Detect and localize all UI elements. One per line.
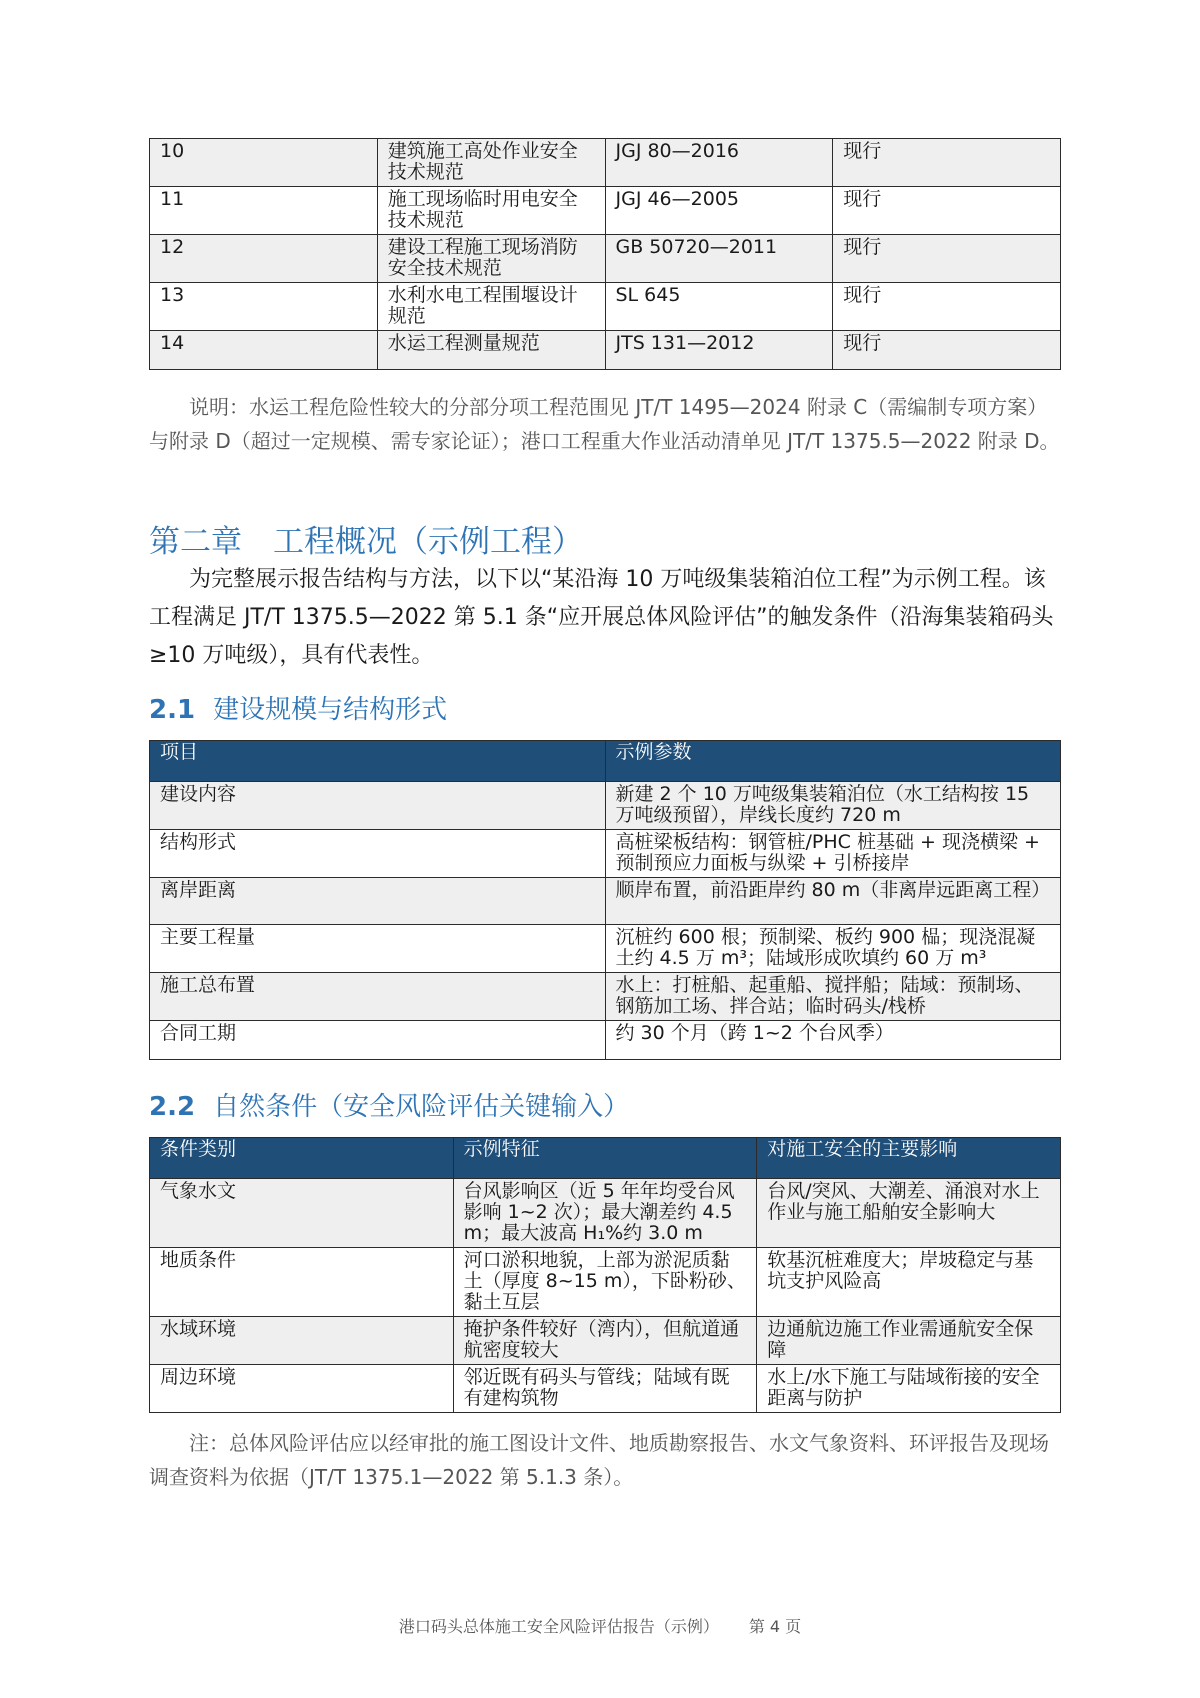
table-row (150, 973, 1061, 1021)
table-header-row (150, 741, 1061, 782)
footer-title: 港口码头总体施工安全风险评估报告（示例） (398, 1617, 719, 1636)
standard-status: 现行 (833, 139, 1061, 187)
column-header: 示例特征 (453, 1138, 757, 1179)
standard-no: 12 (150, 235, 378, 283)
section-number: 2.1 (149, 695, 196, 725)
table-cell: 台风/突风、大潮差、涌浪对水上作业与施工船舶安全影响大 (757, 1179, 1061, 1248)
table-cell: 主要工程量 (150, 925, 606, 973)
table-row (150, 1179, 1061, 1248)
table-cell: 边通航边施工作业需通航安全保障 (757, 1317, 1061, 1365)
standard-status: 现行 (833, 331, 1061, 370)
chapter-title: 第二章 工程概况（示例工程） (149, 524, 583, 560)
table-cell: 新建 2 个 10 万吨级集装箱泊位（水工结构按 15 万吨级预留），岸线长度约 720 m (605, 782, 1061, 830)
table-cell: 周边环境 (150, 1365, 454, 1413)
table-row (150, 1365, 1061, 1413)
table-cell: 水上：打桩船、起重船、搅拌船；陆域：预制场、钢筋加工场、拌合站；临时码头/栈桥 (605, 973, 1061, 1021)
scale-table (149, 740, 1061, 1060)
table-row (150, 1021, 1061, 1060)
standard-no: 13 (150, 283, 378, 331)
section-heading-2-2 (149, 1086, 629, 1123)
standard-name: 建设工程施工现场消防安全技术规范 (377, 235, 605, 283)
table-cell: 离岸距离 (150, 878, 606, 925)
table-cell: 沉桩约 600 根；预制梁、板约 900 榀；现浇混凝土约 4.5 万 m³；陆域形成吹填约 60 万 m³ (605, 925, 1061, 973)
table-row (150, 139, 1061, 187)
table-cell: 气象水文 (150, 1179, 454, 1248)
page-number: 第 4 页 (748, 1617, 802, 1636)
standard-code: SL 645 (605, 283, 833, 331)
table-cell: 水上/水下施工与陆域衔接的安全距离与防护 (757, 1365, 1061, 1413)
table-cell: 河口淤积地貌，上部为淤泥质黏土（厚度 8~15 m），下卧粉砂、黏土互层 (453, 1248, 757, 1317)
standard-no: 10 (150, 139, 378, 187)
column-header: 条件类别 (150, 1138, 454, 1179)
table-row (150, 1248, 1061, 1317)
table-cell: 台风影响区（近 5 年年均受台风影响 1~2 次）；最大潮差约 4.5 m；最大波高 H₁%约 3.0 m (453, 1179, 757, 1248)
table-row (150, 830, 1061, 878)
section-heading-2-1 (149, 689, 447, 726)
chapter-intro: 为完整展示报告结构与方法，以下以“某沿海 10 万吨级集装箱泊位工程”为示例工程。该工程满足 JT/T 1375.5—2022 第 5.1 条“应开展总体风险评估”的触发条件（沿海集装箱码头≥10 万吨级），具有代表性。 (149, 567, 1054, 668)
section-title: 自然条件（安全风险评估关键输入） (213, 1092, 630, 1122)
table-row (150, 283, 1061, 331)
standard-status: 现行 (833, 235, 1061, 283)
standard-code: JTS 131—2012 (605, 331, 833, 370)
standard-code: GB 50720—2011 (605, 235, 833, 283)
scope-note: 说明：水运工程危险性较大的分部分项工程范围见 JT/T 1495—2024 附录 C（需编制专项方案）与附录 D（超过一定规模、需专家论证）；港口工程重大作业活动清单见 JT/T 1375.5—2022 附录 D。 (149, 395, 1060, 453)
standard-no: 11 (150, 187, 378, 235)
table-cell: 高桩梁板结构：钢管桩/PHC 桩基础 + 现浇横梁 + 预制预应力面板与纵梁 + 引桥接岸 (605, 830, 1061, 878)
table-row (150, 331, 1061, 370)
table-row (150, 1317, 1061, 1365)
table-cell: 掩护条件较好（湾内），但航道通航密度较大 (453, 1317, 757, 1365)
standard-name: 水利水电工程围堰设计规范 (377, 283, 605, 331)
table-row (150, 782, 1061, 830)
basis-note: 注：总体风险评估应以经审批的施工图设计文件、地质勘察报告、水文气象资料、环评报告及现场调查资料为依据（JT/T 1375.1—2022 第 5.1.3 条）。 (149, 1431, 1049, 1489)
section-number: 2.2 (149, 1092, 196, 1122)
section-title: 建设规模与结构形式 (213, 695, 448, 725)
table-cell: 建设内容 (150, 782, 606, 830)
column-header: 示例参数 (605, 741, 1061, 782)
table-cell: 顺岸布置，前沿距岸约 80 m（非离岸远距离工程） (605, 878, 1061, 925)
table-cell: 合同工期 (150, 1021, 606, 1060)
table-row (150, 878, 1061, 925)
standard-name: 施工现场临时用电安全技术规范 (377, 187, 605, 235)
standard-code: JGJ 46—2005 (605, 187, 833, 235)
table-cell: 施工总布置 (150, 973, 606, 1021)
table-cell: 地质条件 (150, 1248, 454, 1317)
standard-code: JGJ 80—2016 (605, 139, 833, 187)
nature-table (149, 1137, 1061, 1413)
standard-status: 现行 (833, 187, 1061, 235)
table-row (150, 925, 1061, 973)
column-header: 项目 (150, 741, 606, 782)
table-row (150, 187, 1061, 235)
column-header: 对施工安全的主要影响 (757, 1138, 1061, 1179)
table-cell: 邻近既有码头与管线；陆域有既有建构筑物 (453, 1365, 757, 1413)
table-cell: 软基沉桩难度大；岸坡稳定与基坑支护风险高 (757, 1248, 1061, 1317)
standard-name: 水运工程测量规范 (377, 331, 605, 370)
standard-no: 14 (150, 331, 378, 370)
table-cell: 约 30 个月（跨 1~2 个台风季） (605, 1021, 1061, 1060)
standards-table (149, 138, 1061, 370)
table-row (150, 235, 1061, 283)
standard-status: 现行 (833, 283, 1061, 331)
page-footer (0, 1614, 1200, 1637)
table-cell: 结构形式 (150, 830, 606, 878)
standard-name: 建筑施工高处作业安全技术规范 (377, 139, 605, 187)
table-cell: 水域环境 (150, 1317, 454, 1365)
table-header-row (150, 1138, 1061, 1179)
